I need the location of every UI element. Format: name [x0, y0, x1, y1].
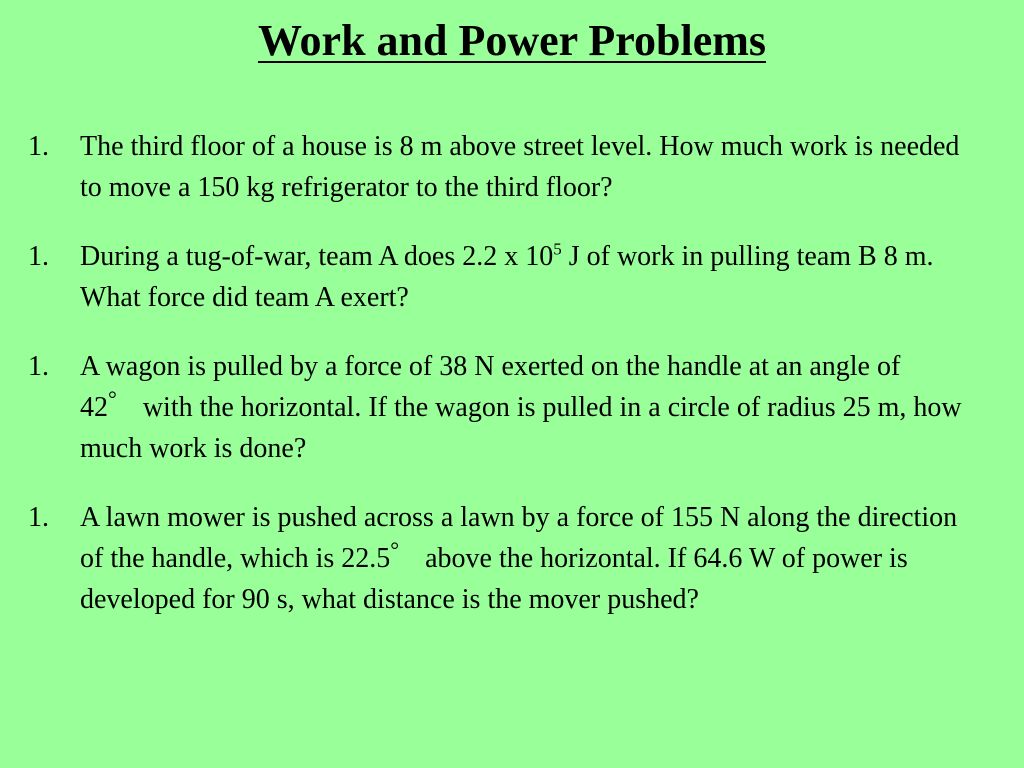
problem-number: 1.	[28, 502, 49, 533]
problem-number: 1.	[28, 131, 49, 162]
problem-item-1	[0, 126, 1024, 208]
problem-number: 1.	[28, 241, 49, 272]
problem-number: 1.	[28, 351, 49, 382]
problem-item-3	[0, 346, 1024, 469]
problem-text-before: A wagon is pulled by a force of 38 N exerted on the handle at an angle of 42	[80, 351, 901, 423]
problem-text	[80, 502, 957, 615]
problem-text	[80, 351, 962, 464]
problem-text-after: with the horizontal. If the wagon is pulled in a circle of radius 25 m, how much work is done?	[80, 392, 962, 464]
slide-title-text: Work and Power Problems	[257, 16, 767, 65]
problem-item-4	[0, 497, 1024, 620]
problem-list	[0, 126, 1024, 648]
problem-text-before: A lawn mower is pushed across a lawn by a force of 155 N along the direction of the handle, which is 22.5	[80, 502, 958, 574]
degree-symbol: °	[390, 537, 400, 562]
problem-text-after: J of work in pulling team B 8 m. What force did team A exert?	[80, 241, 934, 313]
exponent: 5	[553, 239, 562, 259]
problem-text-before: During a tug-of-war, team A does 2.2 x 10	[80, 241, 554, 272]
problem-item-2	[0, 236, 1024, 318]
slide-title	[0, 12, 1024, 70]
problem-text	[80, 241, 934, 313]
problem-text: The third floor of a house is 8 m above street level. How much work is needed to move a 150 kg refrigerator to the third floor?	[80, 131, 960, 203]
degree-symbol: °	[108, 386, 117, 411]
problem-text-after: above the horizontal. If 64.6 W of power is developed for 90 s, what distance is the mover pushed?	[80, 543, 908, 615]
